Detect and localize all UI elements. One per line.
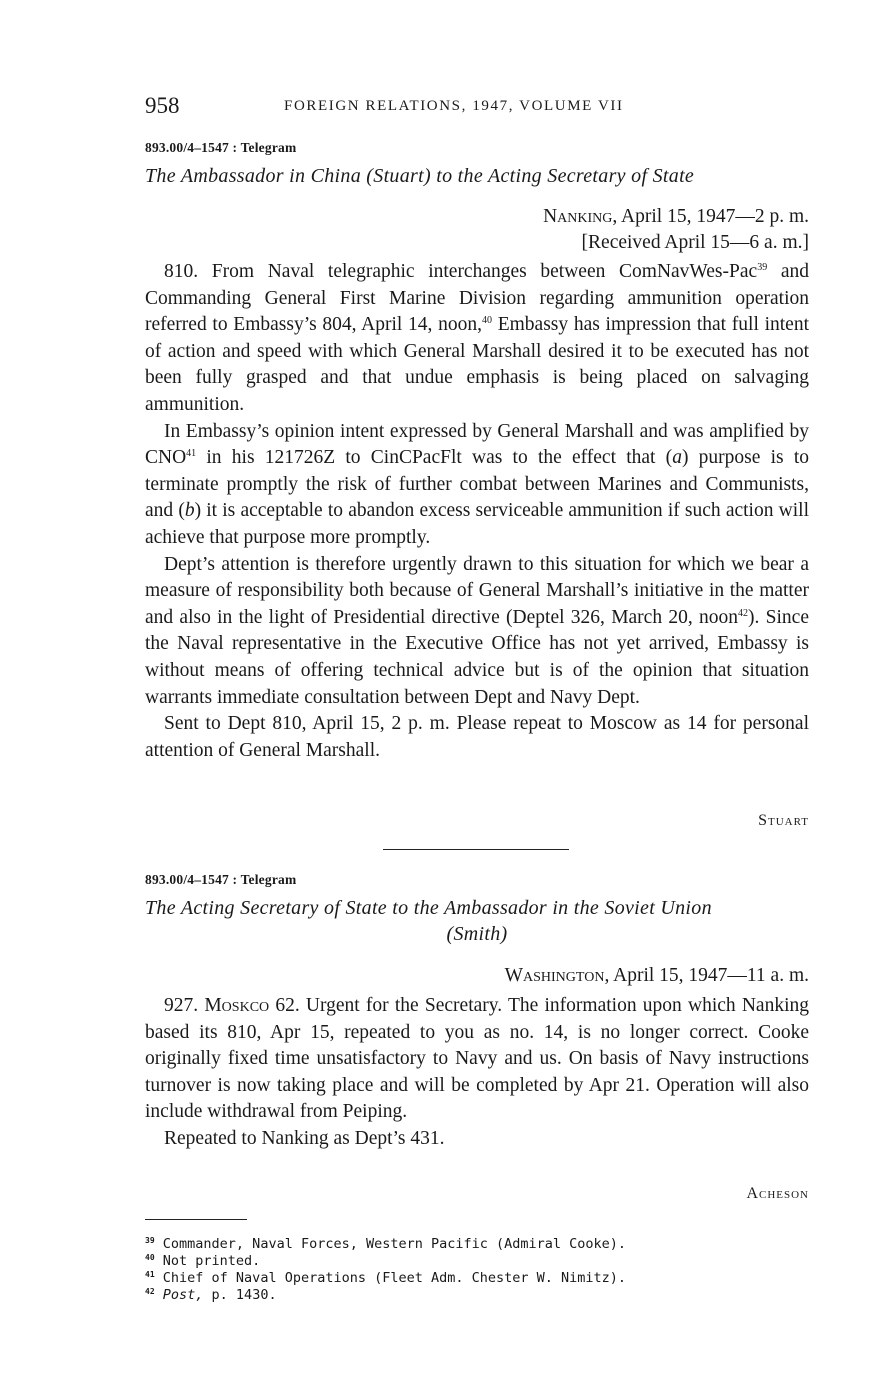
paragraph: Sent to Dept 810, April 15, 2 p. m. Please repeat to Moscow as 14 for personal attention of General Marshall. <box>145 713 809 761</box>
document-title: The Acting Secretary of State to the Ambassador in the Soviet Union (Smith) <box>145 897 712 945</box>
paragraph: Dept’s attention is therefore urgently drawn to this situation for which we bear a measure of responsibility both because of General Marshall’s initiative in the matter and also in the light of Presidential directive (Deptel 326, March 20, noon$^{42}$). Since the Naval representative in the Executive Office has not yet arrived, Embassy is without means of offering technical advice but is of the opinion that situation warrants immediate consultation between Dept and Navy Dept. <box>145 553 809 708</box>
section-divider <box>383 849 569 850</box>
footnote: $^{42}$ Post, p. 1430. <box>145 1287 277 1303</box>
page-number: 958 <box>145 93 180 118</box>
footnote: $^{41}$ Chief of Naval Operations (Fleet Adm. Chester W. Nimitz). <box>145 1270 627 1286</box>
signature: Stuart <box>758 812 809 829</box>
dateline: Nanking, April 15, 1947—2 p. m. <box>543 206 809 227</box>
file-reference: 893.00/4–1547 : Telegram <box>145 872 297 887</box>
footnote-divider <box>145 1219 247 1220</box>
dateline: Washington, April 15, 1947—11 a. m. <box>504 965 809 986</box>
place-name: Nanking <box>543 206 613 227</box>
footnote-ref: 42 <box>738 607 749 619</box>
paragraph: Repeated to Nanking as Dept’s 431. <box>164 1127 445 1149</box>
signature: Acheson <box>746 1185 809 1202</box>
file-reference: 893.00/4–1547 : Telegram <box>145 140 297 155</box>
footnotes <box>145 1236 809 1304</box>
footnote-ref: 40 <box>482 315 493 327</box>
document-title: The Ambassador in China (Stuart) to the Acting Secretary of State <box>145 165 695 187</box>
place-name: Washington <box>504 965 605 986</box>
paragraph: 810. From Naval telegraphic interchanges between ComNavWes-Pac$^{39}$ and Commanding General First Marine Division regarding ammunition operation referred to Embassy’s 804, April 14, noon,$^{40}$ Embassy has impression that full intent of action and speed with which General Marshall desired it to be executed has not been fully grasped and that undue emphasis is being placed on salvaging ammunition. <box>145 261 810 415</box>
paragraph: In Embassy’s opinion intent expressed by General Marshall and was amplified by CNO$^{41}$ in his 121726Z to CinCPacFlt was to the effect that (a) purpose is to terminate promptly the risk of further combat between Marines and Communists, and (b) it is acceptable to abandon excess serviceable ammunition if such action will achieve that purpose more promptly. <box>145 420 810 548</box>
running-title: FOREIGN RELATIONS, 1947, VOLUME VII <box>284 98 624 114</box>
footnote-ref: 41 <box>186 448 197 460</box>
telegram-body <box>145 259 809 764</box>
footnote: $^{40}$ Not printed. <box>145 1253 261 1269</box>
page-header <box>145 93 809 123</box>
footnote: $^{39}$ Commander, Naval Forces, Western Pacific (Admiral Cooke). <box>145 1236 627 1252</box>
received-line: [Received April 15—6 a. m.] <box>581 232 809 253</box>
footnote-ref: 39 <box>757 262 768 273</box>
telegram-body <box>145 993 809 1153</box>
paragraph: 927. Moskco 62. Urgent for the Secretary. The information upon which Nanking based its 810, Apr 15, repeated to you as no. 14, is no longer correct. Cooke originally fixed time unsatisfactory to Navy and us. On basis of Navy instructions turnover is now taking place and will be completed by Apr 21. Operation will also include withdrawal from Peiping. <box>145 995 809 1123</box>
